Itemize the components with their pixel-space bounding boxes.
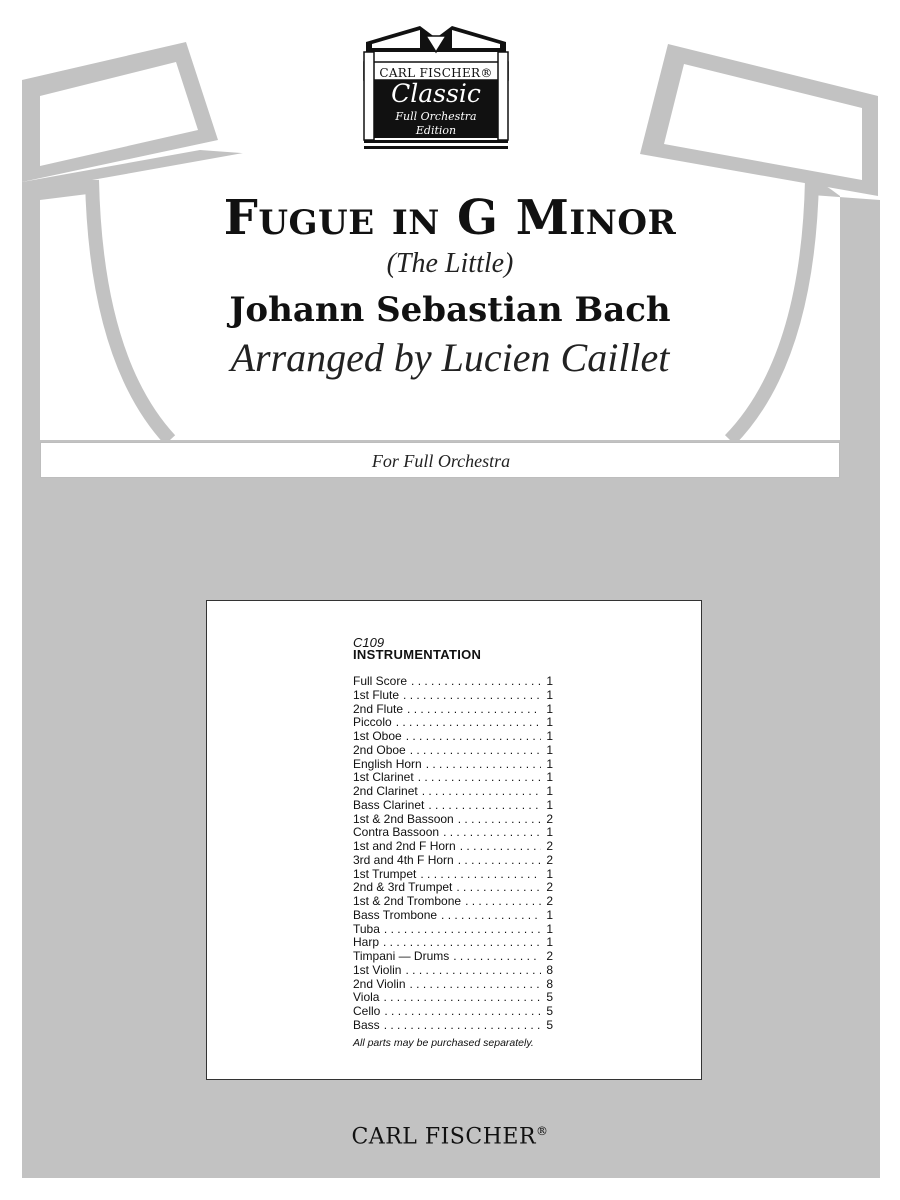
instrument-row <box>353 689 553 703</box>
instrument-quantity: 1 <box>546 785 553 798</box>
instrument-row <box>353 950 553 964</box>
instrument-name: 1st & 2nd Bassoon <box>353 812 454 826</box>
leader-dots <box>405 964 541 978</box>
arranger-credit: Arranged by Lucien Caillet <box>230 335 670 380</box>
instrument-quantity: 1 <box>546 702 553 716</box>
leader-dots <box>383 991 541 1005</box>
logo-line-1: Full Orchestra <box>395 110 477 123</box>
leader-dots <box>410 744 541 758</box>
instrument-name: 1st Clarinet <box>353 771 414 785</box>
instrument-quantity: 1 <box>546 730 553 743</box>
instrument-quantity: 2 <box>546 812 553 826</box>
ensemble-banner <box>40 442 840 478</box>
leader-dots <box>418 771 541 785</box>
instrument-row <box>353 936 553 950</box>
cover-subtitle: (The Little) <box>386 248 514 279</box>
leader-dots <box>384 923 541 937</box>
instrument-quantity: 8 <box>546 977 553 991</box>
instrument-row <box>353 771 553 785</box>
instrument-quantity: 1 <box>546 688 553 702</box>
leader-dots <box>458 813 541 827</box>
instrument-row <box>353 895 553 909</box>
instrument-name: Bass Trombone <box>353 908 438 922</box>
catalog-number: C109 <box>353 635 385 650</box>
instrument-quantity: 1 <box>546 826 553 840</box>
composer-name: Johann Sebastian Bach <box>229 290 671 330</box>
instrument-row <box>353 813 553 827</box>
instrument-row <box>353 744 553 758</box>
instrument-name: Harp <box>353 936 380 950</box>
leader-dots <box>443 826 541 840</box>
instrument-quantity: 5 <box>546 1018 553 1032</box>
instrument-name: Bass Clarinet <box>353 798 425 812</box>
instrument-row <box>353 703 553 717</box>
instrument-name: Timpani — Drums <box>353 950 450 963</box>
instrument-quantity: 2 <box>546 853 553 867</box>
leader-dots <box>410 978 542 992</box>
instrument-row <box>353 991 553 1005</box>
instrument-name: Contra Bassoon <box>353 826 440 840</box>
leader-dots <box>411 675 541 689</box>
leader-dots <box>384 1019 541 1033</box>
instrument-name: 2nd Clarinet <box>353 785 418 798</box>
instrument-row <box>353 854 553 868</box>
leader-dots <box>465 895 541 909</box>
instrument-row <box>353 1005 553 1019</box>
instrumentation-heading: INSTRUMENTATION <box>353 647 482 662</box>
instrument-name: 1st Oboe <box>353 730 402 743</box>
instrument-row <box>353 978 553 992</box>
cover-title: Fugue in G Minor <box>223 190 677 246</box>
instrument-name: 2nd Flute <box>353 702 404 716</box>
instrument-row <box>353 799 553 813</box>
publisher-name: CARL FISCHER <box>351 1124 537 1150</box>
instrument-row <box>353 730 553 744</box>
logo-line-2: Edition <box>415 124 457 137</box>
instrument-quantity: 1 <box>546 675 553 688</box>
instrument-quantity: 1 <box>546 743 553 757</box>
leader-dots <box>441 909 541 923</box>
instrument-row <box>353 923 553 937</box>
leader-dots <box>384 1005 541 1019</box>
instrument-name: Bass <box>353 1018 380 1032</box>
instrument-name: 1st Flute <box>353 688 400 702</box>
instrument-name: English Horn <box>353 757 422 771</box>
instrument-quantity: 1 <box>546 798 553 812</box>
instrument-quantity: 5 <box>546 991 553 1005</box>
instrument-row <box>353 964 553 978</box>
instrument-row <box>353 840 553 854</box>
leader-dots <box>453 950 541 964</box>
instrument-name: Piccolo <box>353 716 392 730</box>
instrument-quantity: 1 <box>546 936 553 950</box>
instrument-row <box>353 868 553 882</box>
instrument-name: 3rd and 4th F Horn <box>353 853 454 867</box>
publisher-footer <box>0 1124 900 1149</box>
instrument-row <box>353 881 553 895</box>
instrument-name: 2nd Violin <box>353 977 406 991</box>
instrumentation-box <box>206 600 702 1080</box>
instrument-quantity: 2 <box>546 895 553 908</box>
instrument-name: 1st and 2nd F Horn <box>353 840 456 853</box>
instrument-quantity: 5 <box>546 1005 553 1018</box>
leader-dots <box>383 936 541 950</box>
instrument-name: 1st Violin <box>353 963 402 977</box>
instrument-quantity: 2 <box>546 840 553 853</box>
leader-dots <box>407 703 541 717</box>
ensemble-banner-text: For Full Orchestra <box>371 451 511 471</box>
leader-dots <box>428 799 541 813</box>
instrument-quantity: 1 <box>546 757 553 771</box>
leader-dots <box>406 730 541 744</box>
instrument-row <box>353 909 553 923</box>
instrument-name: Full Score <box>353 675 408 688</box>
instrument-row <box>353 826 553 840</box>
instrumentation-list <box>353 675 553 1033</box>
instrument-quantity: 1 <box>546 908 553 922</box>
publisher-logo <box>360 22 512 154</box>
leader-dots <box>422 785 541 799</box>
instrument-name: Tuba <box>353 922 380 936</box>
leader-dots <box>426 758 541 772</box>
purchase-note: All parts may be purchased separately. <box>353 1037 534 1049</box>
instrument-name: 1st Trumpet <box>353 867 417 881</box>
instrument-quantity: 1 <box>546 922 553 936</box>
leader-dots <box>458 854 541 868</box>
instrument-name: 2nd & 3rd Trumpet <box>353 881 453 895</box>
leader-dots <box>456 881 541 895</box>
instrument-quantity: 1 <box>546 771 553 785</box>
instrument-quantity: 2 <box>546 950 553 963</box>
instrument-quantity: 8 <box>546 963 553 977</box>
instrument-name: Viola <box>353 991 380 1005</box>
instrument-row <box>353 758 553 772</box>
instrument-row <box>353 675 553 689</box>
instrument-row <box>353 1019 553 1033</box>
instrument-name: Cello <box>353 1005 381 1018</box>
leader-dots <box>460 840 541 854</box>
leader-dots <box>403 689 541 703</box>
registered-mark: ® <box>536 1124 549 1138</box>
instrument-name: 1st & 2nd Trombone <box>353 895 462 908</box>
leader-dots <box>420 868 541 882</box>
logo-brand-text: CARL FISCHER® <box>379 66 493 80</box>
leader-dots <box>396 716 541 730</box>
instrument-quantity: 2 <box>546 881 553 895</box>
instrument-quantity: 1 <box>546 867 553 881</box>
instrument-row <box>353 716 553 730</box>
instrument-name: 2nd Oboe <box>353 743 406 757</box>
instrument-row <box>353 785 553 799</box>
logo-classic-text: Classic <box>391 79 481 108</box>
instrument-quantity: 1 <box>546 716 553 730</box>
